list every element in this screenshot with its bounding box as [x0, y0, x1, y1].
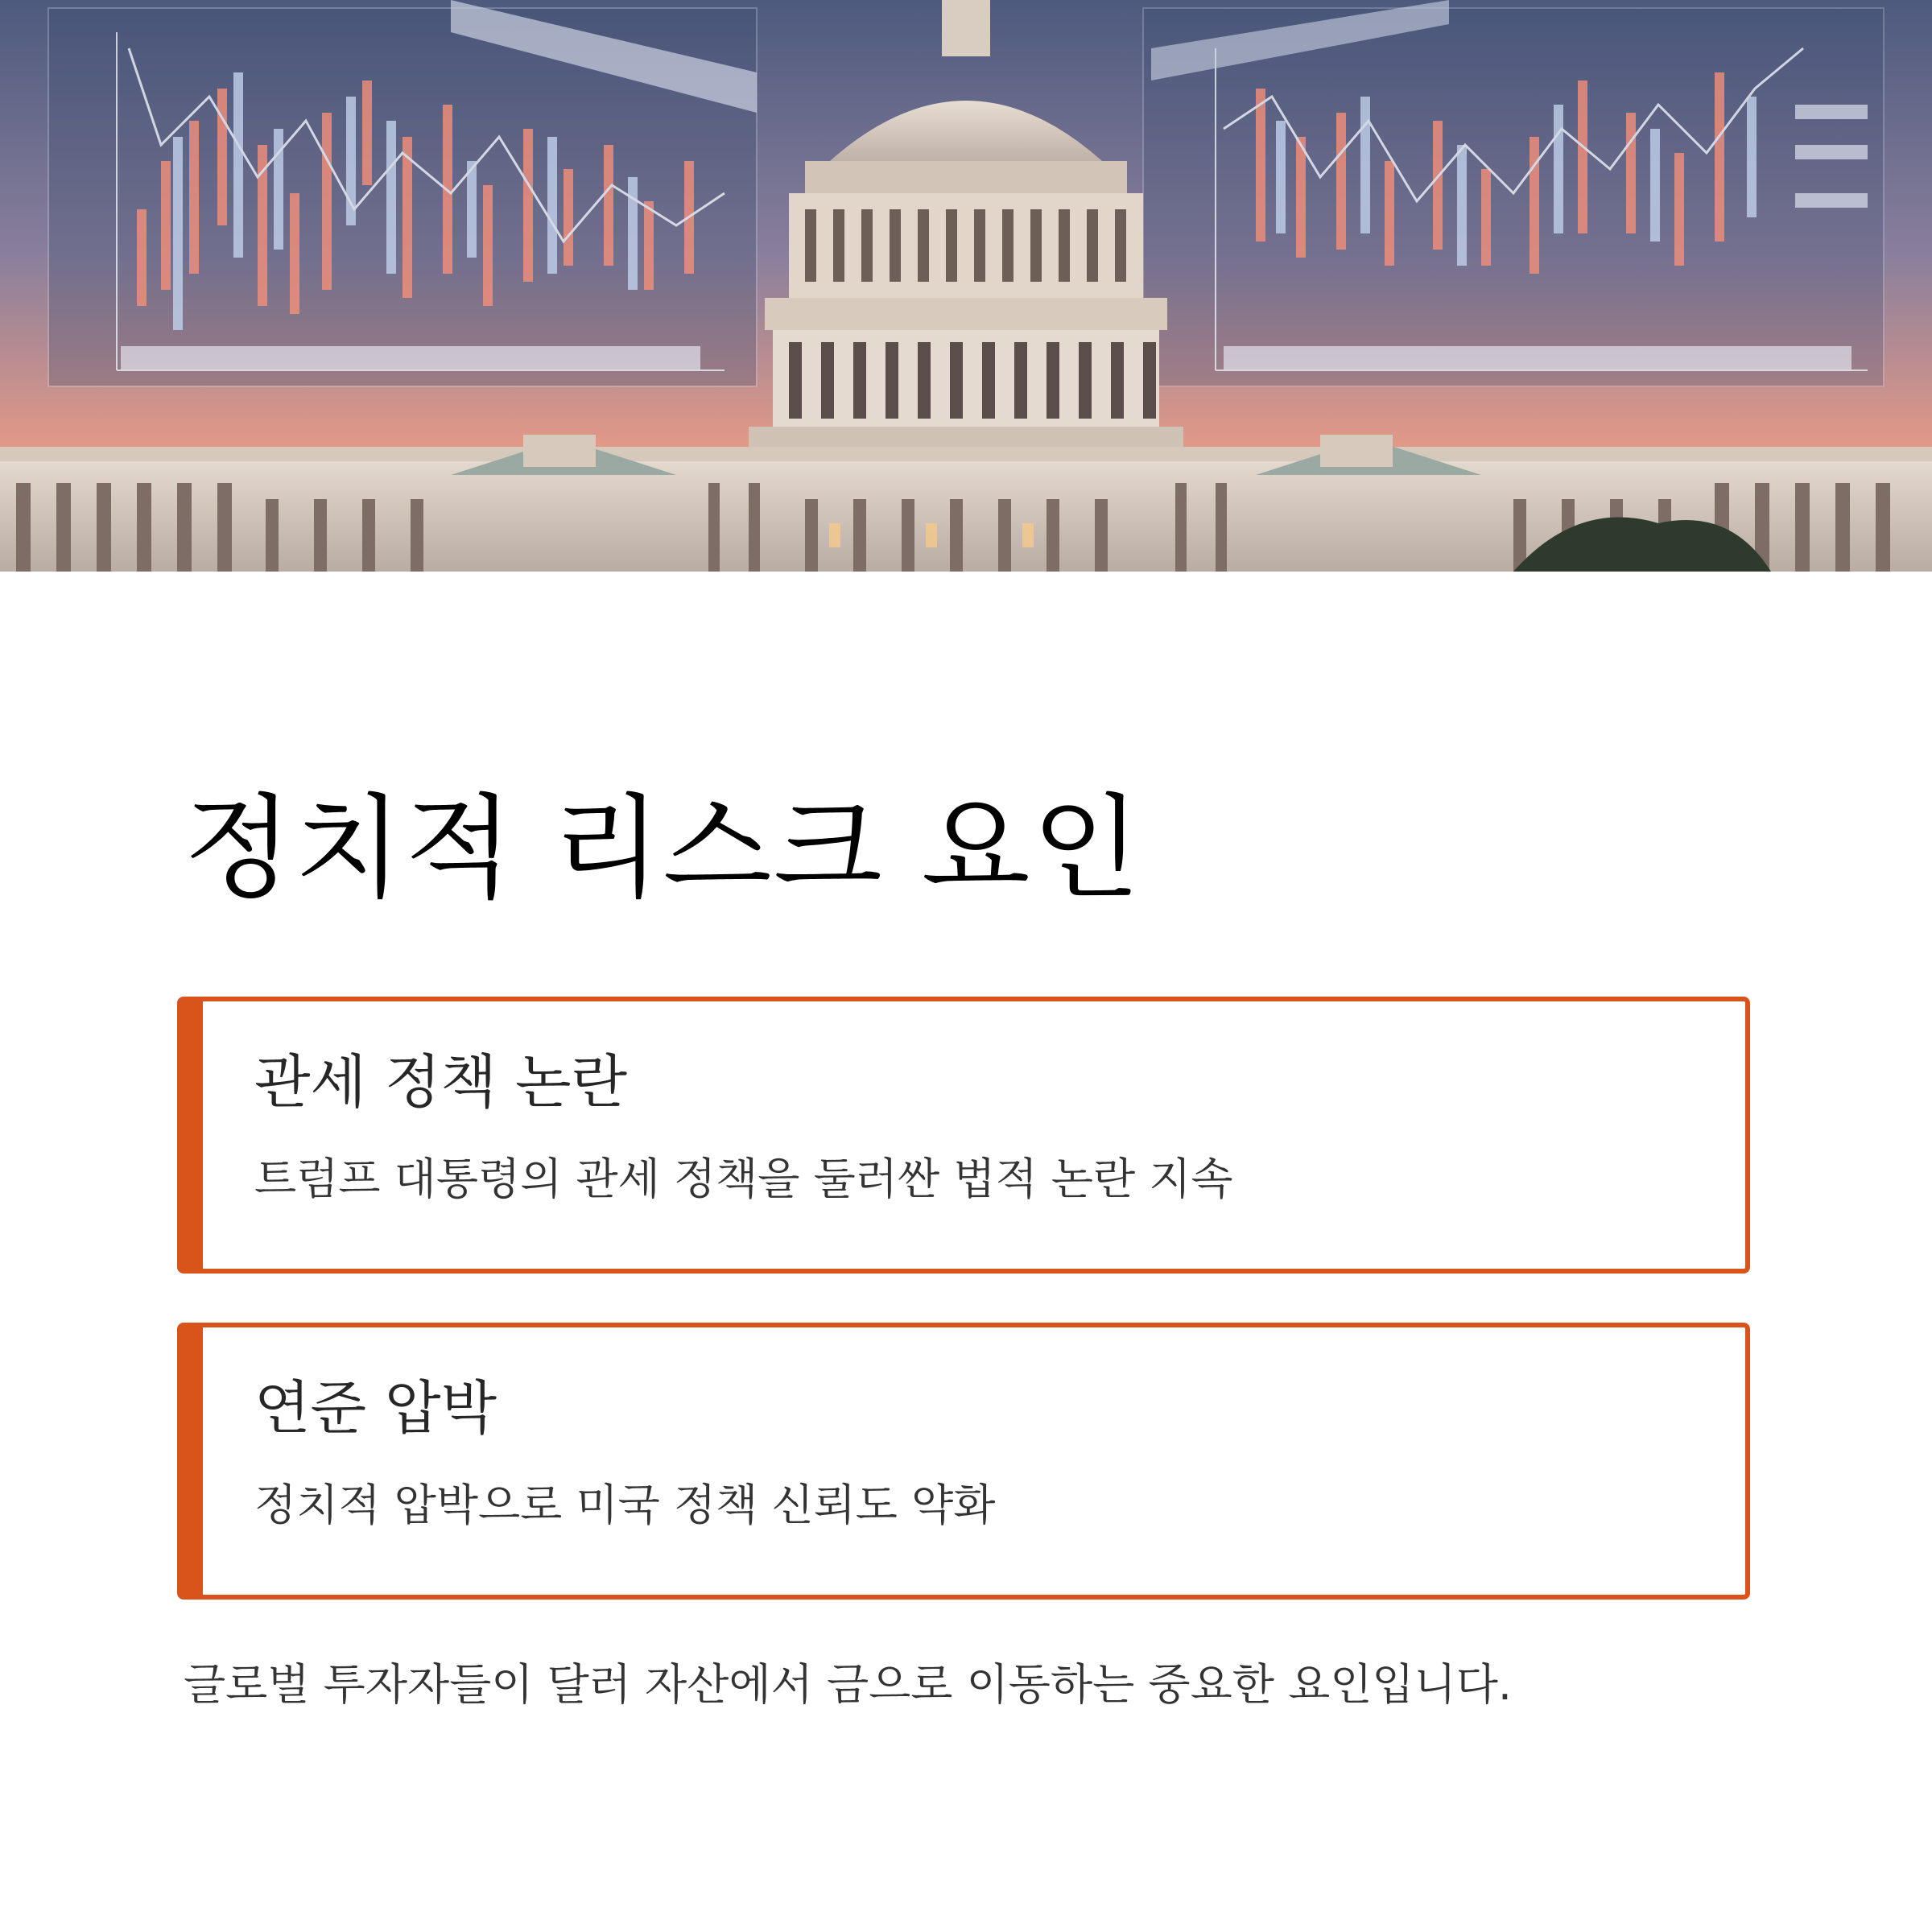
risk-card-fed	[177, 1323, 1750, 1600]
card-description: 트럼프 대통령의 관세 정책을 둘러싼 법적 논란 지속	[254, 1154, 1233, 1204]
page-title: 정치적 리스크 요인	[184, 783, 1142, 914]
summary-text: 글로벌 투자자들이 달러 자산에서 금으로 이동하는 중요한 요인입니다.	[184, 1659, 1513, 1710]
hero-image	[0, 0, 1932, 572]
card-title: 관세 정책 논란	[254, 1048, 628, 1116]
right-chart-panel	[1143, 0, 1884, 386]
card-description: 정치적 압박으로 미국 정책 신뢰도 약화	[254, 1480, 996, 1530]
left-chart-panel	[48, 0, 757, 386]
capitol-building	[0, 435, 1932, 572]
card-title: 연준 압박	[254, 1374, 497, 1442]
risk-card-tariff	[177, 997, 1750, 1274]
